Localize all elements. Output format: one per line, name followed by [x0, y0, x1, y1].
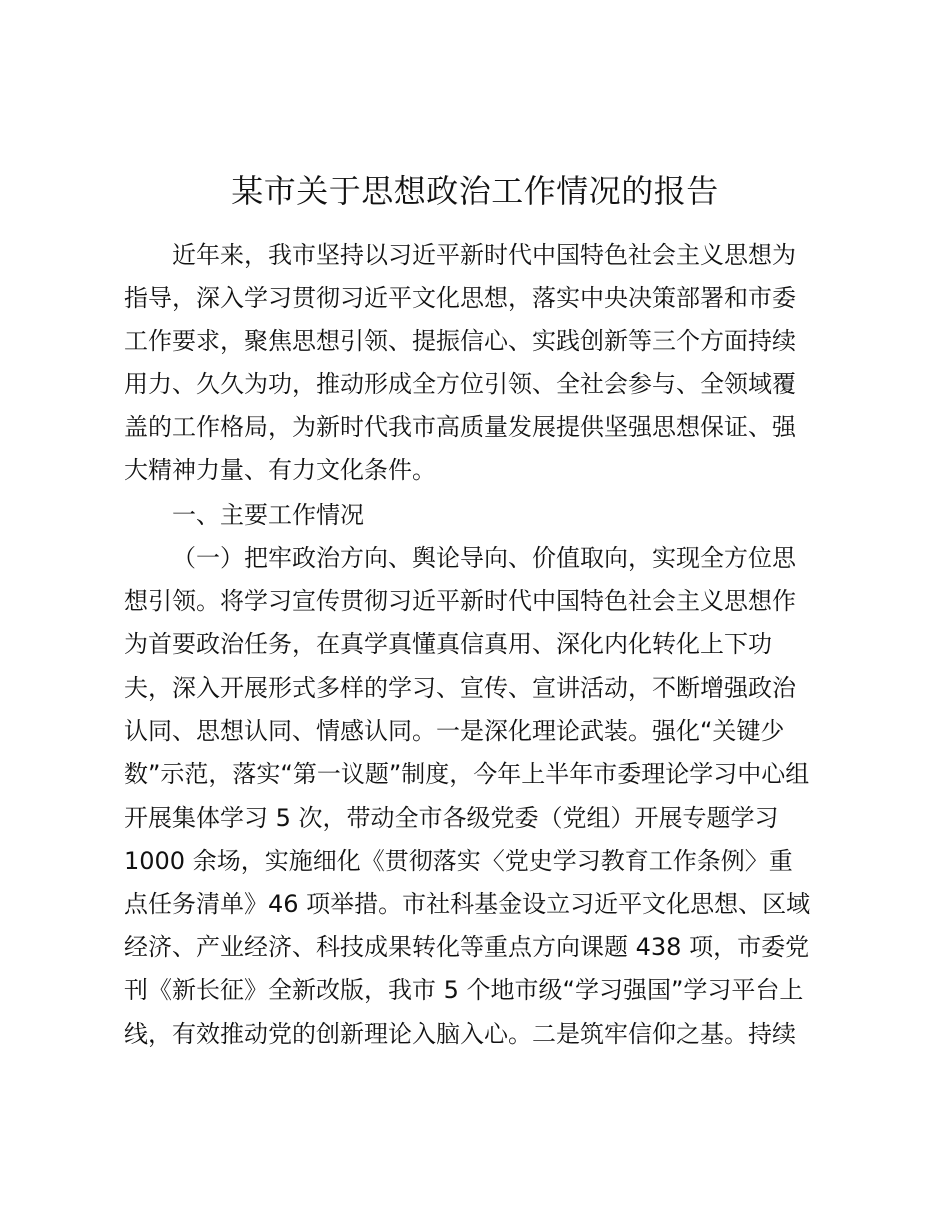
- paragraph-line: 数”示范，落实“第一议题”制度，今年上半年市委理论学习中心组: [124, 760, 810, 788]
- paragraph-line: 指导，深入学习贯彻习近平文化思想，落实中央决策部署和市委: [124, 284, 796, 312]
- paragraph-line: 工作要求，聚焦思想引领、提振信心、实践创新等三个方面持续: [124, 327, 796, 355]
- paragraph-line: 1000 余场，实施细化《贯彻落实〈党史学习教育工作条例〉重: [124, 847, 793, 875]
- paragraph-line: 盖的工作格局，为新时代我市高质量发展提供坚强思想保证、强: [124, 413, 796, 441]
- paragraph-line: 用力、久久为功，推动形成全方位引领、全社会参与、全领域覆: [124, 370, 796, 398]
- paragraph-line: 为首要政治任务，在真学真懂真信真用、深化内化转化上下功: [124, 630, 772, 658]
- paragraph-line: 经济、产业经济、科技成果转化等重点方向课题 438 项，市委党: [124, 933, 810, 961]
- paragraph-line: 线，有效推动党的创新理论入脑入心。二是筑牢信仰之基。持续: [124, 1020, 796, 1048]
- paragraph-line: 开展集体学习 5 次，带动全市各级党委（党组）开展专题学习: [124, 804, 779, 832]
- paragraph-line: 夫，深入开展形式多样的学习、宣传、宣讲活动，不断增强政治: [124, 674, 796, 702]
- paragraph-line: 刊《新长征》全新改版，我市 5 个地市级“学习强国”学习平台上: [124, 976, 804, 1004]
- section-heading: 一、主要工作情况: [172, 501, 364, 529]
- paragraph-line: 想引领。将学习宣传贯彻习近平新时代中国特色社会主义思想作: [124, 587, 796, 615]
- paragraph-line: 点任务清单》46 项举措。市社科基金设立习近平文化思想、区域: [124, 890, 811, 918]
- paragraph-line: 大精神力量、有力文化条件。: [124, 456, 436, 484]
- paragraph-line: （一）把牢政治方向、舆论导向、价值取向，实现全方位思: [172, 544, 796, 572]
- paragraph-line: 近年来，我市坚持以习近平新时代中国特色社会主义思想为: [172, 241, 796, 269]
- paragraph-line: 认同、思想认同、情感认同。一是深化理论武装。强化“关键少: [124, 717, 785, 745]
- document-title: 某市关于思想政治工作情况的报告: [231, 172, 719, 210]
